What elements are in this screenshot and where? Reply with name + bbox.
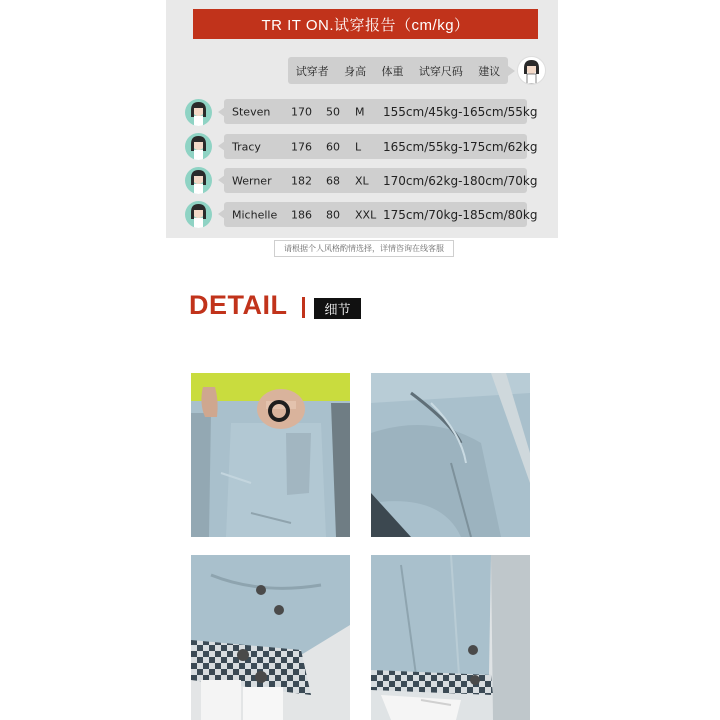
avatar-icon bbox=[185, 133, 212, 160]
avatar-icon bbox=[185, 167, 212, 194]
column-suggestion: 建议 bbox=[478, 64, 501, 78]
detail-divider bbox=[302, 297, 305, 318]
size-suggestion: 165cm/55kg-175cm/62kg bbox=[383, 139, 538, 154]
tester-weight: 60 bbox=[326, 140, 340, 153]
tester-size: M bbox=[355, 105, 365, 118]
tester-height: 176 bbox=[291, 140, 312, 153]
size-suggestion: 155cm/45kg-165cm/55kg bbox=[383, 104, 538, 119]
size-suggestion: 170cm/62kg-180cm/70kg bbox=[383, 173, 538, 188]
column-size: 试穿尺码 bbox=[418, 64, 463, 78]
detail-photo-waist bbox=[191, 373, 350, 537]
detail-heading: DETAIL bbox=[189, 290, 288, 320]
tester-height: 170 bbox=[291, 105, 312, 118]
tester-height: 182 bbox=[291, 174, 312, 187]
tester-name: Michelle bbox=[232, 208, 278, 221]
column-height: 身高 bbox=[344, 64, 367, 78]
tester-size: XXL bbox=[355, 208, 377, 221]
tester-name: Steven bbox=[232, 105, 271, 118]
tester-height: 186 bbox=[291, 208, 312, 221]
size-suggestion: 175cm/70kg-185cm/80kg bbox=[383, 207, 538, 222]
table-row bbox=[224, 99, 538, 124]
table-row bbox=[224, 202, 538, 227]
tester-name: Tracy bbox=[232, 140, 261, 153]
tester-weight: 80 bbox=[326, 208, 340, 221]
detail-subheading: 细节 bbox=[314, 298, 361, 319]
tester-size: L bbox=[355, 140, 362, 153]
report-title: TR IT ON.试穿报告（cm/kg） bbox=[193, 9, 538, 39]
avatar-icon bbox=[185, 201, 212, 228]
avatar-icon bbox=[517, 56, 546, 85]
detail-photo-cuff bbox=[371, 555, 530, 720]
table-header bbox=[288, 57, 508, 84]
tester-size: XL bbox=[355, 174, 369, 187]
tester-name: Werner bbox=[232, 174, 272, 187]
size-advice-note: 请根据个人风格酌情选择，详情咨询在线客服 bbox=[274, 240, 454, 257]
table-row bbox=[224, 134, 538, 159]
detail-photo-knee bbox=[371, 373, 530, 537]
detail-photo-hem bbox=[191, 555, 350, 720]
avatar-icon bbox=[185, 99, 212, 126]
header-pill-tail bbox=[508, 66, 515, 76]
tester-weight: 68 bbox=[326, 174, 340, 187]
column-tester: 试穿者 bbox=[295, 64, 329, 78]
column-weight: 体重 bbox=[381, 64, 404, 78]
table-row bbox=[224, 168, 538, 193]
tester-weight: 50 bbox=[326, 105, 340, 118]
